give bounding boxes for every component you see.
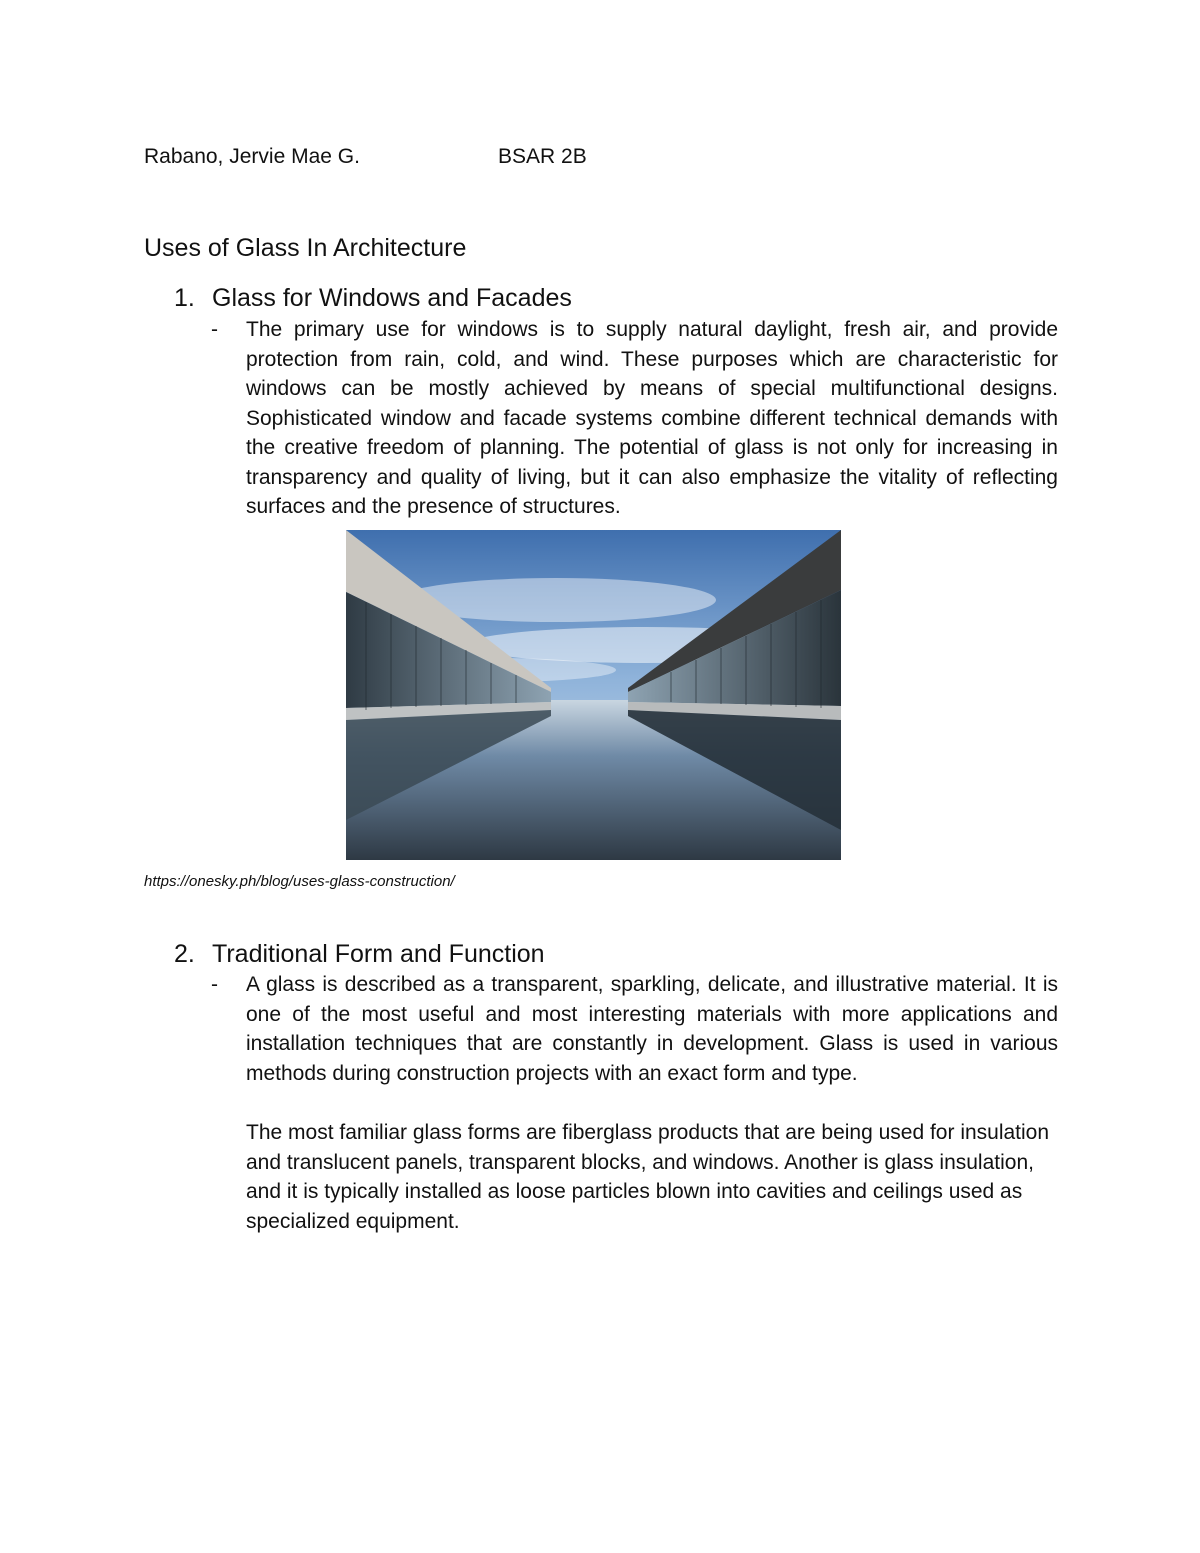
document-title: Uses of Glass In Architecture xyxy=(144,234,467,262)
section-1-paragraph: The primary use for windows is to supply natural daylight, fresh air, and provide protection from rain, cold, and wind. These purposes which are characteristic for windows can be mostly achieved by means of special multifunctional designs. Sophisticated window and facade systems combine different technical demands with the creative freedom of planning. The potential of glass is not only for increasing in transparency and quality of living, but it can also emphasize the vitality of reflecting surfaces and the presence of structures. xyxy=(246,318,1058,518)
section-2-paragraph-1: A glass is described as a transparent, sparkling, delicate, and illustrative material. It is one of the most useful and most interesting materials with more applications and installation techniques that are constantly in development. Glass is used in various methods during construction projects with an exact form and type. xyxy=(246,973,1058,1085)
section-1-number: 1. xyxy=(174,284,195,312)
section-2-heading xyxy=(174,938,545,970)
section-1-heading xyxy=(174,282,572,314)
student-name: Rabano, Jervie Mae G. xyxy=(144,145,360,168)
glass-architecture-photo xyxy=(346,530,841,860)
section-2-title: Traditional Form and Function xyxy=(212,940,545,968)
section-1-title: Glass for Windows and Facades xyxy=(212,284,572,312)
image-source-caption: https://onesky.ph/blog/uses-glass-construction/ xyxy=(144,873,455,890)
section-2-bullet: - xyxy=(211,973,218,996)
section-2-number: 2. xyxy=(174,940,195,968)
course-section: BSAR 2B xyxy=(498,145,587,168)
section-2-paragraph-2: The most familiar glass forms are fiberglass products that are being used for insulation and translucent panels, transparent blocks, and windows. Another is glass insulation, and it is typically installed as loose particles blown into cavities and ceilings used as specialized equipment. xyxy=(246,1121,1050,1233)
section-1-bullet: - xyxy=(211,318,218,341)
